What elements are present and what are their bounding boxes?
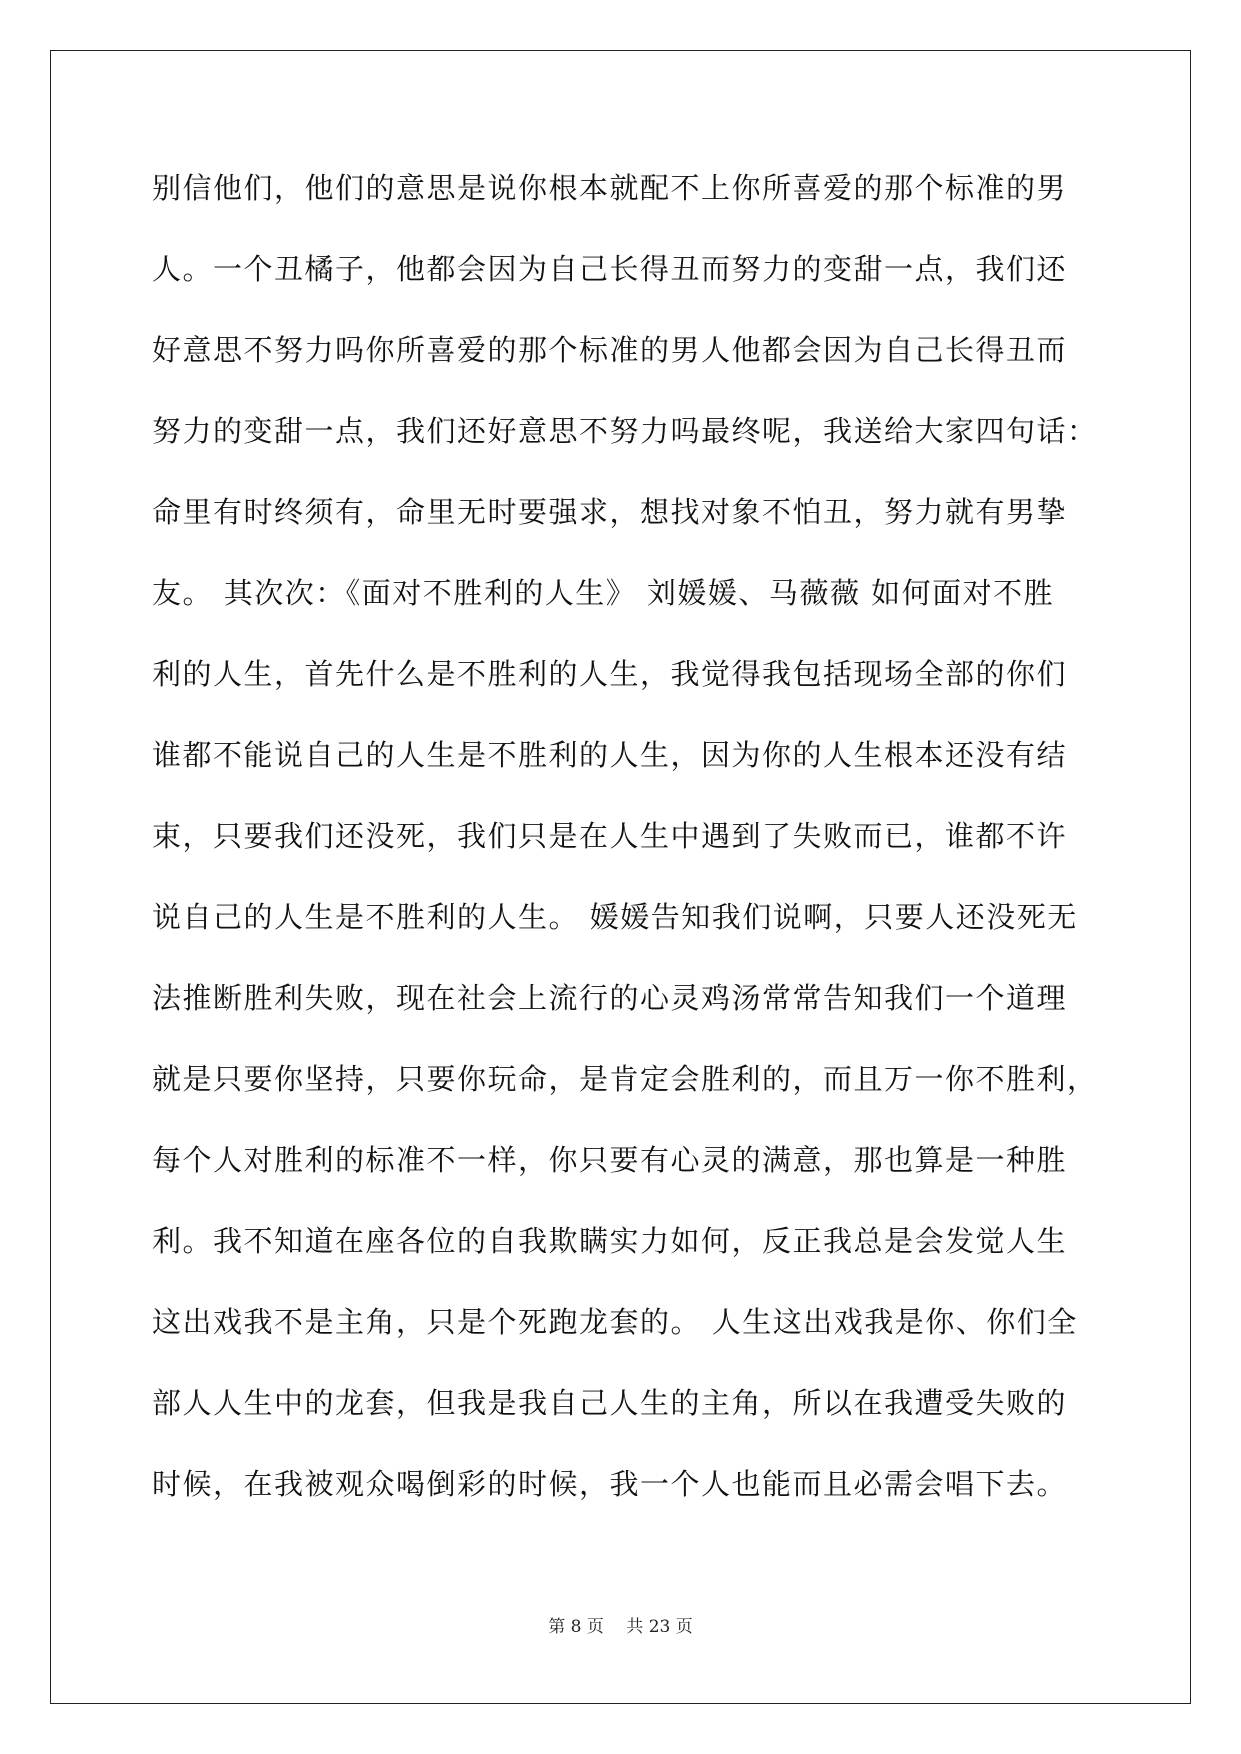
text-line: 这出戏我不是主角，只是个死跑龙套的。 人生这出戏我是你、你们全 <box>152 1305 1078 1339</box>
page-number-footer: 第 8 页 共 23 页 <box>548 1617 693 1637</box>
text-line: 就是只要你坚持，只要你玩命，是肯定会胜利的，而且万一你不胜利， <box>152 1062 1098 1096</box>
text-line: 部人人生中的龙套，但我是我自己人生的主角，所以在我遭受失败的 <box>152 1386 1068 1420</box>
text-line: 人。一个丑橘子，他都会因为自己长得丑而努力的变甜一点，我们还 <box>152 252 1068 286</box>
text-line: 别信他们，他们的意思是说你根本就配不上你所喜爱的那个标准的男 <box>152 171 1068 205</box>
text-line: 好意思不努力吗你所喜爱的那个标准的男人他都会因为自己长得丑而 <box>152 333 1068 367</box>
text-line: 说自己的人生是不胜利的人生。 媛媛告知我们说啊，只要人还没死无 <box>152 900 1078 934</box>
text-line: 每个人对胜利的标准不一样，你只要有心灵的满意，那也算是一种胜 <box>152 1143 1068 1177</box>
text-line: 努力的变甜一点，我们还好意思不努力吗最终呢，我送给大家四句话： <box>152 414 1098 448</box>
text-line: 利。我不知道在座各位的自我欺瞒实力如何，反正我总是会发觉人生 <box>152 1224 1068 1258</box>
text-line: 法推断胜利失败，现在社会上流行的心灵鸡汤常常告知我们一个道理 <box>152 981 1068 1015</box>
text-line: 谁都不能说自己的人生是不胜利的人生，因为你的人生根本还没有结 <box>152 738 1068 772</box>
text-line: 友。 其次次：《面对不胜利的人生》 刘媛媛、马薇薇 如何面对不胜 <box>152 576 1055 610</box>
text-line: 束，只要我们还没死，我们只是在人生中遇到了失败而已，谁都不许 <box>152 819 1068 853</box>
text-line: 命里有时终须有，命里无时要强求，想找对象不怕丑，努力就有男挚 <box>152 495 1068 529</box>
body-text <box>152 158 1098 1535</box>
text-line: 时候，在我被观众喝倒彩的时候，我一个人也能而且必需会唱下去。 <box>152 1467 1068 1501</box>
text-line: 利的人生，首先什么是不胜利的人生，我觉得我包括现场全部的你们 <box>152 657 1068 691</box>
